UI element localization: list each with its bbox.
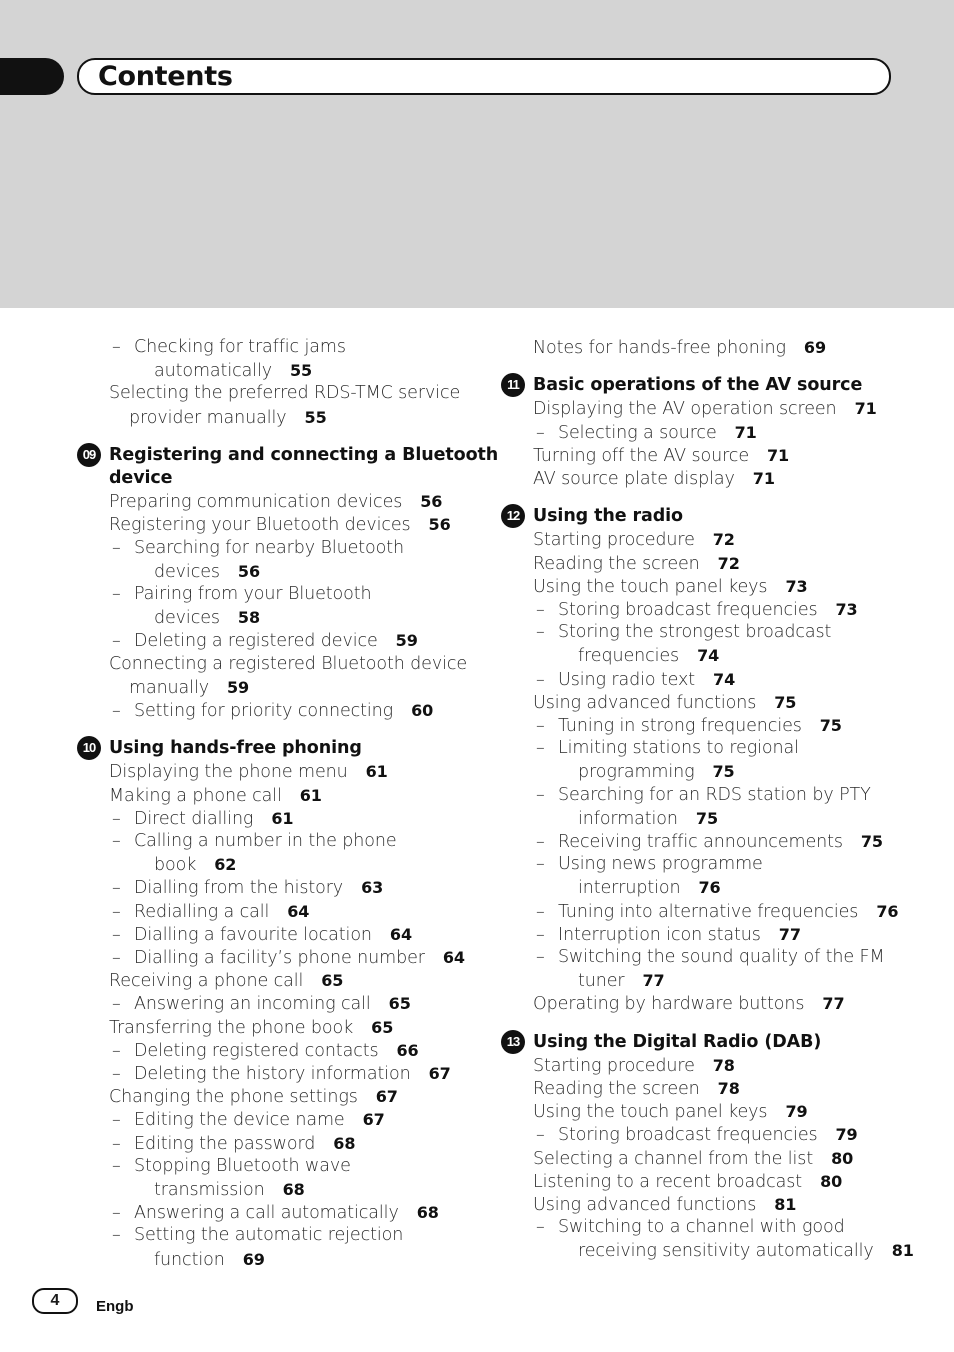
toc-entry-title: Using the Digital Radio (DAB) [533, 1031, 822, 1052]
dash-marker: – [112, 1133, 121, 1154]
toc-page-number: 81 [891, 1241, 914, 1261]
toc-entry [109, 653, 467, 676]
toc-entry [112, 537, 404, 560]
toc-entry [112, 1224, 403, 1247]
toc-entry-title: device [109, 468, 173, 488]
toc-entry [109, 760, 388, 784]
dash-marker: – [112, 994, 121, 1015]
toc-entry [533, 336, 826, 360]
toc-page-number: 60 [411, 701, 434, 720]
toc-entry-title: Using radio text [558, 669, 696, 690]
toc-entry-title: AV source plate display [533, 469, 735, 489]
toc-entry [536, 1216, 845, 1239]
toc-page-number: 66 [396, 1040, 419, 1060]
toc-section-heading [109, 467, 172, 490]
toc-entry-title: Redialling a call [134, 901, 270, 922]
toc-page-number: 75 [860, 832, 883, 851]
toc-entry-title: Using advanced functions [533, 692, 757, 713]
toc-entry [154, 359, 312, 383]
toc-entry [533, 444, 789, 468]
toc-entry-title: Selecting the preferred RDS-TMC service [109, 383, 461, 404]
toc-page-number: 77 [642, 971, 665, 991]
toc-entry [536, 421, 757, 445]
toc-entry-title: Basic operations of the AV source [533, 375, 863, 396]
toc-entry [536, 923, 801, 947]
toc-page-number: 81 [774, 1195, 797, 1214]
toc-entry-title: Setting for priority connecting [134, 701, 394, 721]
toc-entry-title: Using advanced functions [533, 1195, 757, 1215]
toc-entry-title: Dialling from the history [134, 878, 344, 899]
toc-page-number: 71 [752, 469, 775, 488]
toc-page-number: 63 [361, 878, 384, 898]
toc-page-number: 56 [428, 515, 451, 535]
toc-entry-title: Checking for traffic jams [134, 337, 346, 357]
toc-page-number: 73 [835, 600, 858, 619]
toc-entry-title: programming [578, 762, 695, 783]
toc-entry [112, 992, 411, 1016]
dash-marker: – [536, 1125, 545, 1146]
toc-entry [112, 1062, 451, 1086]
toc-section-heading [533, 505, 683, 528]
toc-page-number: 61 [299, 785, 322, 805]
dash-marker: – [536, 1217, 545, 1238]
toc-entry [533, 1054, 735, 1078]
toc-page-number: 80 [820, 1171, 843, 1191]
toc-page-number: 64 [442, 948, 465, 967]
toc-entry [112, 1201, 439, 1225]
header-band [0, 0, 954, 308]
toc-page-number: 75 [695, 808, 718, 828]
dash-marker: – [112, 1225, 121, 1246]
toc-entry [533, 1077, 740, 1101]
toc-entry [533, 1100, 808, 1124]
toc-section-heading [109, 444, 498, 467]
toc-entry-title: transmission [154, 1180, 265, 1200]
toc-entry [112, 1132, 355, 1156]
toc-page-number: 69 [242, 1249, 265, 1269]
toc-page-number: 69 [803, 338, 826, 357]
toc-entry-title: Operating by hardware buttons [533, 994, 805, 1015]
toc-entry [536, 737, 799, 760]
toc-entry [578, 969, 665, 993]
toc-entry [578, 1239, 914, 1263]
dash-marker: – [112, 1203, 121, 1224]
toc-page-number: 67 [428, 1064, 451, 1083]
toc-entry [109, 490, 442, 514]
dash-marker: – [112, 1064, 121, 1084]
toc-entry-title: frequencies [578, 646, 680, 667]
toc-entry-title: Interruption icon status [558, 924, 761, 945]
dash-marker: – [112, 337, 121, 357]
toc-entry-title: function [154, 1249, 225, 1270]
toc-entry [536, 946, 884, 969]
toc-page-number: 75 [712, 762, 735, 782]
dash-marker: – [536, 422, 545, 443]
toc-entry [536, 668, 735, 692]
toc-entry-title: Using news programme [558, 854, 763, 875]
toc-entry-title: Editing the device name [134, 1110, 345, 1131]
toc-page-number: 68 [282, 1180, 305, 1199]
toc-entry [533, 467, 775, 491]
toc-section-heading [533, 374, 862, 397]
toc-entry-title: Editing the password [134, 1133, 316, 1154]
toc-entry [536, 853, 763, 876]
toc-entry-title: devices [154, 608, 220, 629]
title-frame [77, 58, 891, 95]
toc-entry-title: Starting procedure [533, 530, 695, 551]
toc-entry-title: Turning off the AV source [533, 445, 749, 466]
toc-entry-title: Deleting registered contacts [134, 1040, 379, 1061]
toc-page-number: 71 [854, 399, 877, 419]
toc-entry [533, 992, 844, 1016]
dash-marker: – [112, 924, 121, 945]
section-number-badge: 11 [501, 373, 525, 397]
toc-entry [112, 1155, 351, 1178]
dash-marker: – [536, 669, 545, 690]
toc-entry [112, 946, 465, 970]
toc-entry [533, 1193, 796, 1217]
toc-page-number: 78 [712, 1055, 735, 1075]
toc-entry [536, 784, 871, 807]
toc-entry-title: Making a phone call [109, 785, 282, 806]
toc-entry [109, 969, 343, 993]
dash-marker: – [536, 600, 545, 620]
toc-page-number: 58 [237, 608, 260, 628]
toc-entry-title: Registering your Bluetooth devices [109, 515, 411, 536]
toc-entry-title: Answering an incoming call [134, 994, 371, 1015]
toc-entry [533, 1147, 853, 1171]
toc-entry [154, 1248, 265, 1272]
toc-page-number: 59 [395, 631, 418, 651]
dash-marker: – [112, 808, 121, 829]
toc-page-number: 59 [226, 677, 250, 697]
toc-entry [112, 807, 293, 831]
toc-entry [533, 552, 740, 576]
section-number-badge: 12 [501, 504, 525, 528]
toc-entry-title: Tuning into alternative frequencies [558, 901, 859, 922]
toc-entry-title: Listening to a recent broadcast [533, 1171, 803, 1192]
toc-entry-title: tuner [578, 971, 625, 992]
toc-entry [533, 575, 808, 599]
dash-marker: – [536, 924, 545, 945]
toc-entry [536, 830, 883, 854]
toc-entry [578, 760, 735, 784]
dash-marker: – [112, 631, 121, 652]
toc-entry-title: Searching for nearby Bluetooth [134, 537, 404, 558]
dash-marker: – [536, 947, 545, 967]
toc-page-number: 61 [271, 808, 294, 828]
toc-entry-title: Pairing from your Bluetooth [134, 584, 372, 604]
toc-page-number: 62 [214, 855, 237, 875]
toc-entry [112, 900, 309, 924]
toc-entry-title: Using the radio [533, 506, 683, 527]
toc-entry-title: Using the touch panel keys [533, 1102, 768, 1123]
toc-entry [112, 923, 412, 947]
toc-entry [109, 513, 451, 537]
section-number-badge: 13 [501, 1030, 525, 1054]
toc-entry [578, 644, 719, 668]
toc-section-heading [533, 1031, 821, 1054]
toc-entry-title: Switching to a channel with good [558, 1217, 845, 1238]
toc-entry-title: Receiving traffic announcements [558, 832, 843, 852]
toc-page-number: 80 [831, 1148, 854, 1168]
toc-entry-title: Transferring the phone book [109, 1017, 354, 1038]
toc-entry-title: Notes for hands-free phoning [533, 338, 786, 358]
dash-marker: – [112, 537, 121, 558]
toc-entry-title: manually [129, 677, 209, 698]
toc-entry [112, 336, 346, 359]
dash-marker: – [536, 854, 545, 875]
toc-entry [536, 900, 898, 924]
toc-page-number: 68 [333, 1133, 356, 1153]
section-number-badge: 09 [77, 443, 101, 467]
section-tab [0, 58, 64, 95]
toc-entry [112, 1108, 385, 1132]
dash-marker: – [536, 901, 545, 922]
toc-page-number: 72 [717, 553, 740, 573]
toc-entry-title: Switching the sound quality of the FM [558, 947, 885, 967]
page-title: Contents [98, 61, 233, 92]
toc-entry-title: Using hands-free phoning [109, 738, 362, 759]
toc-entry-title: Registering and connecting a Bluetooth [109, 444, 499, 465]
toc-page-number: 64 [287, 901, 310, 921]
toc-entry-title: Stopping Bluetooth wave [134, 1155, 351, 1176]
toc-entry-title: Selecting a channel from the list [533, 1148, 814, 1169]
toc-entry [154, 853, 236, 877]
toc-entry [533, 528, 735, 552]
toc-entry [154, 606, 260, 630]
toc-entry [112, 629, 418, 653]
toc-entry [109, 1085, 398, 1109]
toc-page-number: 75 [774, 692, 797, 712]
toc-entry-title: Displaying the AV operation screen [533, 399, 837, 420]
toc-entry-title: Reading the screen [533, 1079, 700, 1099]
toc-entry [129, 676, 249, 700]
toc-entry-title: Displaying the phone menu [109, 762, 348, 783]
toc-entry-title: book [154, 855, 197, 876]
dash-marker: – [536, 832, 545, 852]
dash-marker: – [536, 622, 545, 643]
toc-entry [533, 691, 796, 715]
toc-entry-title: Selecting a source [558, 422, 717, 443]
toc-entry [112, 876, 383, 900]
toc-page-number: 77 [822, 994, 845, 1014]
toc-entry-title: receiving sensitivity automatically [578, 1241, 874, 1262]
toc-entry-title: Dialling a favourite location [134, 924, 372, 945]
toc-section-heading [109, 737, 362, 760]
toc-entry-title: interruption [578, 878, 681, 899]
toc-entry-title: Limiting stations to regional [558, 738, 799, 759]
toc-entry [536, 621, 831, 644]
toc-page-number: 61 [365, 762, 388, 782]
dash-marker: – [112, 1040, 121, 1061]
toc-page-number: 64 [389, 924, 412, 944]
toc-entry [109, 382, 460, 405]
toc-entry [533, 397, 877, 421]
dash-marker: – [112, 878, 121, 899]
toc-entry-title: Using the touch panel keys [533, 576, 768, 597]
toc-page-number: 65 [388, 994, 411, 1014]
toc-page-number: 79 [785, 1102, 808, 1122]
toc-entry-title: Connecting a registered Bluetooth device [109, 653, 468, 674]
toc-entry-title: information [578, 808, 678, 829]
toc-entry-title: devices [154, 561, 220, 582]
toc-entry-title: Dialling a facility’s phone number [134, 948, 425, 968]
toc-page-number: 74 [697, 646, 720, 666]
toc-page-number: 78 [717, 1079, 740, 1098]
toc-entry [533, 1170, 842, 1194]
toc-page-number: 75 [819, 716, 842, 735]
toc-page-number: 72 [712, 530, 735, 550]
toc-page-number: 67 [375, 1087, 398, 1107]
toc-entry-title: Setting the automatic rejection [134, 1225, 404, 1246]
toc-entry-title: Changing the phone settings [109, 1087, 358, 1108]
toc-entry [154, 560, 260, 584]
language-code: Engb [96, 1298, 134, 1315]
toc-page-number: 73 [785, 576, 808, 596]
toc-page-number: 76 [876, 901, 899, 921]
toc-entry [154, 1178, 305, 1202]
toc-entry-title: automatically [154, 361, 273, 382]
toc-entry-title: Storing broadcast frequencies [558, 1125, 818, 1146]
toc-entry [578, 807, 718, 831]
toc-entry-title: Tuning in strong frequencies [558, 716, 802, 736]
toc-entry-title: Storing the strongest broadcast [558, 622, 832, 643]
dash-marker: – [112, 1155, 121, 1176]
toc-entry-title: Deleting a registered device [134, 631, 378, 652]
toc-page-number: 68 [416, 1203, 439, 1223]
toc-page-number: 65 [321, 971, 344, 991]
page-number: 4 [32, 1288, 78, 1314]
toc-entry-title: Starting procedure [533, 1055, 695, 1076]
toc-entry [129, 406, 327, 430]
toc-entry-title: Searching for an RDS station by PTY [558, 784, 871, 805]
toc-entry [112, 830, 397, 853]
toc-page-number: 74 [713, 669, 736, 689]
toc-page-number: 79 [835, 1125, 858, 1145]
toc-entry-title: Deleting the history information [134, 1064, 411, 1084]
dash-marker: – [536, 784, 545, 805]
toc-page-number: 55 [290, 361, 313, 381]
toc-entry-title: Reading the screen [533, 553, 700, 574]
dash-marker: – [112, 831, 121, 851]
toc-entry-title: Answering a call automatically [134, 1203, 399, 1224]
toc-entry-title: Receiving a phone call [109, 971, 304, 992]
toc-entry [578, 876, 721, 900]
toc-entry [536, 1123, 858, 1147]
toc-entry [112, 699, 433, 723]
toc-page-number: 55 [304, 407, 327, 427]
dash-marker: – [536, 716, 545, 736]
dash-marker: – [112, 1110, 121, 1131]
dash-marker: – [112, 701, 121, 721]
toc-entry [536, 714, 842, 738]
toc-entry-title: Preparing communication devices [109, 492, 403, 513]
section-number-badge: 10 [77, 736, 101, 760]
toc-page-number: 65 [371, 1017, 394, 1037]
toc-entry-title: Calling a number in the phone [134, 831, 397, 851]
toc-page-number: 67 [362, 1110, 385, 1130]
toc-entry [112, 583, 371, 606]
toc-page-number: 56 [420, 492, 443, 512]
toc-entry [536, 598, 858, 622]
toc-page-number: 71 [767, 445, 790, 465]
dash-marker: – [536, 738, 545, 759]
toc-entry [112, 1039, 419, 1063]
toc-entry-title: Storing broadcast frequencies [558, 600, 818, 620]
toc-page-number: 56 [237, 561, 260, 581]
toc-entry-title: Direct dialling [134, 808, 254, 829]
dash-marker: – [112, 584, 121, 604]
toc-page-number: 71 [734, 422, 757, 442]
toc-entry-title: provider manually [129, 407, 287, 428]
toc-page-number: 77 [778, 924, 801, 944]
dash-marker: – [112, 948, 121, 968]
toc-page-number: 76 [698, 878, 721, 898]
toc-entry [109, 784, 322, 808]
dash-marker: – [112, 901, 121, 922]
toc-entry [109, 1016, 393, 1040]
